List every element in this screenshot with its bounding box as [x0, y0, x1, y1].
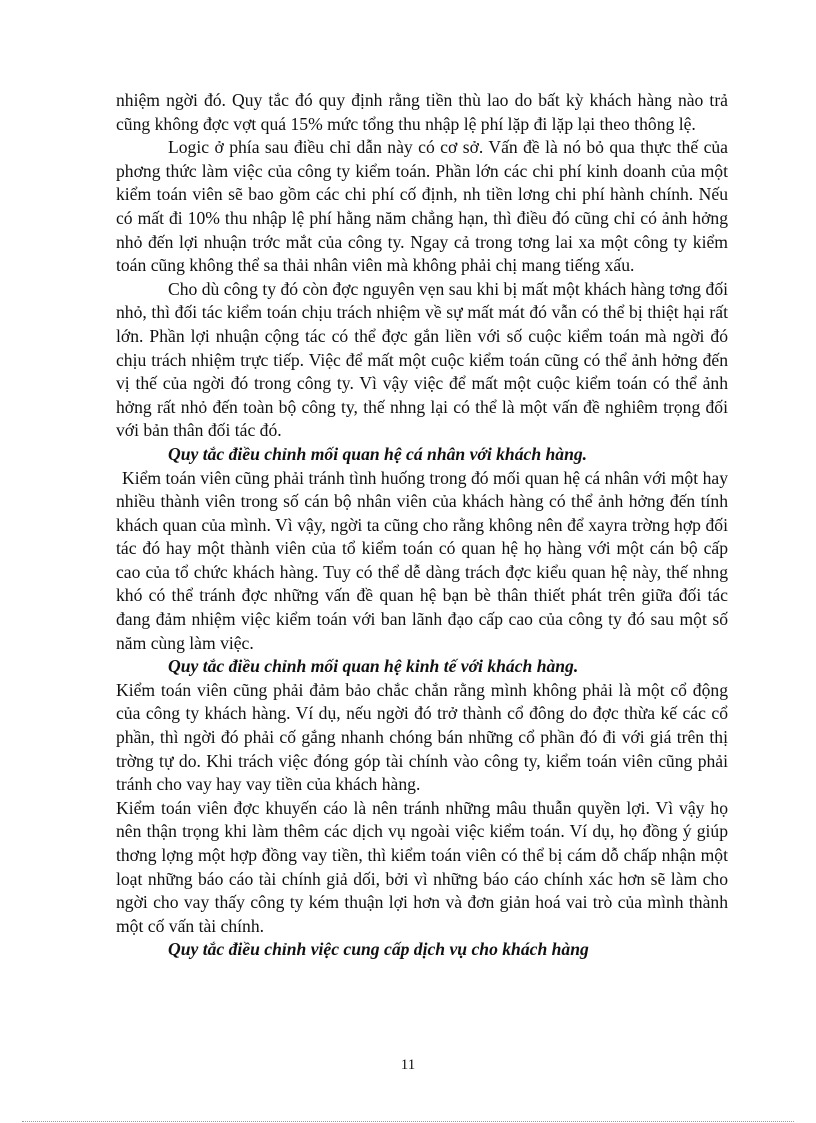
paragraph-economic-relations: Kiểm toán viên cũng phải đảm bảo chắc chắn rằng mình không phải là một cổ động của công ty khách hàng. Ví dụ, nếu ngời đó trở thành cổ đông do đợc thừa kế các cổ phần, thì ngời đó phải cố gắng nhanh chóng bán những cổ phần đó đi với giá trên thị trờng tự do. Khi trách việc đóng góp tài chính vào công ty, kiểm toán viên cũng phải tránh cho vay hay vay tiền của khách hàng.	[116, 679, 728, 795]
heading-service-provision: Quy tắc điều chỉnh việc cung cấp dịch vụ cho khách hàng	[168, 939, 589, 960]
heading-economic-relations: Quy tắc điều chỉnh mối quan hệ kinh tế với khách hàng.	[168, 656, 579, 677]
heading-personal-relations: Quy tắc điều chỉnh mối quan hệ cá nhân với khách hàng.	[168, 443, 588, 464]
page-body	[116, 89, 728, 962]
paragraph-conflict-of-interest: Kiểm toán viên đợc khuyến cáo là nên tránh những mâu thuẫn quyền lợi. Vì vậy họ nên thận trọng khi làm thêm các dịch vụ ngoài việc kiểm toán. Ví dụ, họ đồng ý giúp thơng lợng một hợp đồng vay tiền, thì kiểm toán viên có thể bị cám dỗ chấp nhận một loạt những báo cáo tài chính giả dối, bởi vì những báo cáo chính xác hơn sẽ làm cho ngời cho vay thấy công ty kém thuận lợi hơn và đơn giản hoá vai trò của mình thành một cố vấn tài chính.	[116, 797, 728, 936]
page-number: 11	[400, 1057, 416, 1073]
paragraph-personal-relations: Kiểm toán viên cũng phải tránh tình huống trong đó mối quan hệ cá nhân với một hay nhiều thành viên trong số cán bộ nhân viên của khách hàng có thể ảnh hởng đến tính khách quan của mình. Vì vậy, ngời ta cũng cho rằng không nên để xayra trờng hợp đối tác đó hay một thành viên của tổ kiểm toán có quan hệ họ hàng với một cán bộ cấp cao của tổ chức khách hàng. Tuy có thể dễ dàng trách đợc kiểu quan hệ này, thế nhng khó có thể tránh đợc những vấn đề quan hệ bạn bè thân thiết phát trên giữa đối tác đang đảm nhiệm việc kiểm toán với ban lãnh đạo cấp cao của công ty đó sau một số năm cùng làm việc.	[116, 467, 728, 653]
paragraph-logic: Logic ở phía sau điều chỉ dẫn này có cơ sở. Vấn đề là nó bỏ qua thực thế của phơng thức làm việc của công ty kiểm toán. Phần lớn các chi phí kinh doanh của một kiểm toán viên sẽ bao gồm các chi phí cố định, nh tiền lơng chi phí hành chính. Nếu có mất đi 10% thu nhập lệ phí hằng năm chẳng hạn, thì điều đó cũng chỉ có ảnh hởng nhỏ đến lợi nhuận trớc mắt của công ty. Ngay cả trong tơng lai xa một công ty kiểm toán cũng không thể sa thải nhân viên mà không phải chị mang tiếng xấu.	[116, 137, 728, 276]
paragraph-partner-loss: Cho dù công ty đó còn đợc nguyên vẹn sau khi bị mất một khách hàng tơng đối nhỏ, thì đối tác kiểm toán chịu trách nhiệm về sự mất mát đó vẫn có thể bị thiệt hại rất lớn. Phần lợi nhuận cộng tác có thể đợc gắn liền với số cuộc kiểm toán mà ngời đó chịu trách nhiệm trực tiếp. Việc để mất một cuộc kiểm toán cũng có thể ảnh hởng đến vị thế của ngời đó trong công ty. Vì vậy việc để mất một cuộc kiểm toán có thể ảnh hởng rất nhỏ đến toàn bộ công ty, thế nhng lại có thể là một vấn đề nghiêm trọng đối với bản thân đối tác đó.	[116, 278, 728, 441]
footer-divider	[22, 1121, 794, 1122]
paragraph-continued: nhiệm ngời đó. Quy tắc đó quy định rằng tiền thù lao do bất kỳ khách hàng nào trả cũng không đợc vợt quá 15% mức tổng thu nhập lệ phí lặp đi lặp lại theo thông lệ.	[116, 90, 728, 134]
